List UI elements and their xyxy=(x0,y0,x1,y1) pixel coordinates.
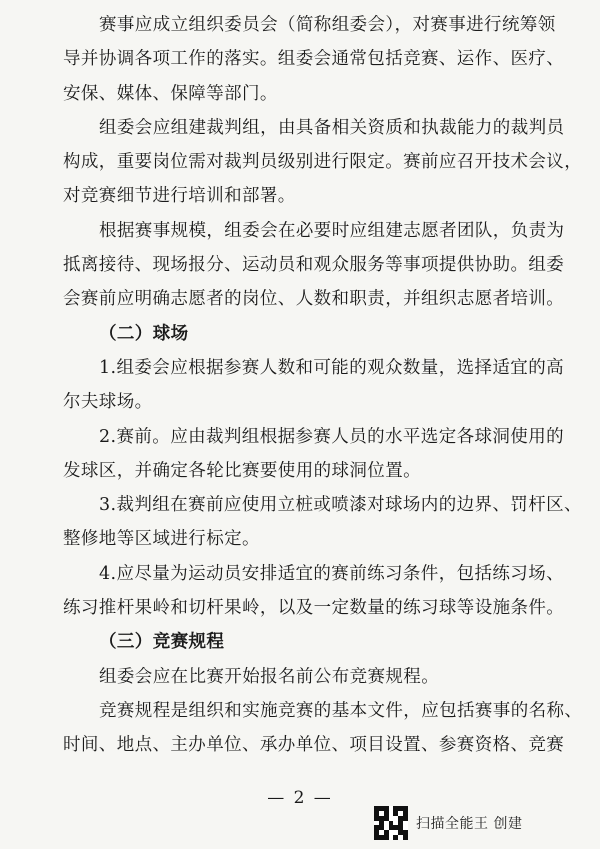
text-line: 3.裁判组在赛前应使用立桩或喷漆对球场内的边界、罚杆区、 xyxy=(99,495,582,516)
text-line: 根据赛事规模，组委会在必要时应组建志愿者团队，负责为 xyxy=(99,220,565,241)
section-heading: （二）球场 xyxy=(99,323,189,344)
text-line: 1.组委会应根据参赛人数和可能的观众数量，选择适宜的高 xyxy=(99,357,564,378)
text-line: 竞赛规程是组织和实施竞赛的基本文件，应包括赛事的名称、 xyxy=(99,700,583,721)
text-line: 抵离接待、现场报分、运动员和观众服务等事项提供协助。组委 xyxy=(63,255,565,276)
text-line: 赛事应成立组织委员会（简称组委会），对赛事进行统筹领 xyxy=(99,15,556,35)
document-body xyxy=(63,8,583,763)
scanner-watermark xyxy=(374,806,522,840)
section-heading: （三）竞赛规程 xyxy=(99,632,225,653)
text-line: 导并协调各项工作的落实。组委会通常包括竞赛、运作、医疗、 xyxy=(63,49,565,70)
text-line: 整修地等区域进行标定。 xyxy=(63,529,260,550)
text-line: 尔夫球场。 xyxy=(63,392,153,413)
text-line: 发球区，并确定各轮比赛要使用的球洞位置。 xyxy=(63,460,421,481)
text-line: 组委会应组建裁判组，由具备相关资质和执裁能力的裁判员 xyxy=(99,117,565,138)
watermark-text: 扫描全能王 创建 xyxy=(416,816,523,832)
text-line: 组委会应在比赛开始报名前公布竞赛规程。 xyxy=(99,666,440,687)
text-line: 构成，重要岗位需对裁判员级别进行限定。赛前应召开技术会议， xyxy=(63,152,583,173)
text-line: 时间、地点、主办单位、承办单位、项目设置、参赛资格、竞赛 xyxy=(63,735,565,756)
text-line: 对竞赛细节进行培训和部署。 xyxy=(63,186,296,207)
page-number: — 2 — xyxy=(267,788,333,808)
text-line: 会赛前应明确志愿者的岗位、人数和职责，并组织志愿者培训。 xyxy=(63,289,565,310)
text-line: 安保、媒体、保障等部门。 xyxy=(63,83,278,104)
qr-code-icon xyxy=(374,806,408,840)
text-line: 练习推杆果岭和切杆果岭，以及一定数量的练习球等设施条件。 xyxy=(63,598,565,619)
text-line: 2.赛前。应由裁判组根据参赛人员的水平选定各球洞使用的 xyxy=(99,426,564,447)
text-line: 4.应尽量为运动员安排适宜的赛前练习条件，包括练习场、 xyxy=(99,563,564,584)
